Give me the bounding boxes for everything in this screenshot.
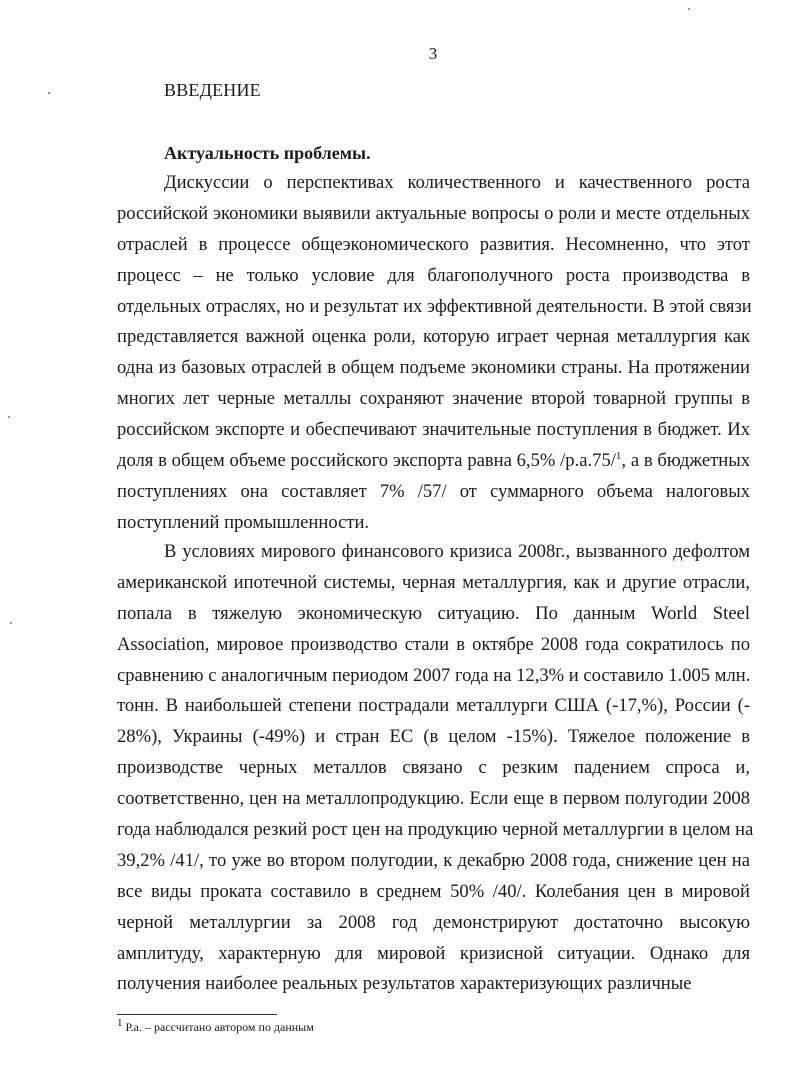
paragraph-2 xyxy=(117,537,754,1000)
text-line: В условиях мирового финансового кризиса 2008г., вызванного дефолтом xyxy=(164,541,750,562)
text-line: многих лет черные металлы сохраняют значение второй товарной группы в xyxy=(117,388,750,410)
scan-speck xyxy=(10,622,12,624)
text-line: производстве черных металлов связано с резким падением спроса и, xyxy=(117,757,750,779)
text-line: попала в тяжелую экономическую ситуацию. По данным World Steel xyxy=(117,602,750,624)
text-line: поступлений промышленности. xyxy=(117,511,370,533)
text-segment: , а в бюджетных xyxy=(621,450,750,472)
text-line xyxy=(117,446,750,477)
text-line: процесс – не только условие для благополучного роста производства в xyxy=(117,264,750,286)
text-line: российской экономики выявили актуальные вопросы о роли и месте отдельных xyxy=(117,202,750,224)
text-line: Дискуссии о перспективах количественного и качественного роста xyxy=(164,172,750,193)
text-line: поступлениях она составляет 7% /57/ от суммарного объема налоговых xyxy=(117,480,750,502)
text-line: представляется важной оценка роли, которую играет черная металлургия как xyxy=(117,326,750,348)
footnote-mark: 1 xyxy=(117,1017,123,1029)
text-line: тонн. В наибольшей степени пострадали металлурги США (-17,%), России (- xyxy=(117,695,750,717)
text-line: российском экспорте и обеспечивают значительные поступления в бюджет. Их xyxy=(117,419,750,441)
footnote-divider xyxy=(117,1014,277,1015)
scan-speck xyxy=(48,92,50,94)
text-line: американской ипотечной системы, черная металлургия, как и другие отрасли, xyxy=(117,571,750,593)
page-number: 3 xyxy=(428,44,438,63)
text-line: все виды проката составило в среднем 50% /40/. Колебания цен в мировой xyxy=(117,880,750,902)
text-line: амплитуду, характерную для мировой кризисной ситуации. Однако для xyxy=(117,942,750,964)
text-line: одна из базовых отраслей в общем подъеме экономики страны. На протяжении xyxy=(117,357,750,379)
scan-speck xyxy=(8,416,10,418)
text-line: соответственно, цен на металлопродукцию. Если еще в первом полугодии 2008 xyxy=(117,788,750,810)
scan-speck xyxy=(688,8,690,10)
footnote-text: Р.а. – рассчитано автором по данным xyxy=(122,1020,314,1034)
text-line: отраслей в процессе общеэкономического развития. Несомненно, что этот xyxy=(117,233,750,255)
text-line: Association, мировое производство стали в октябре 2008 года сократилось по xyxy=(117,633,750,655)
text-line: черной металлургии за 2008 год демонстрируют достаточно высокую xyxy=(117,911,750,933)
text-line: отдельных отраслях, но и результат их эффективной деятельности. В этой связи xyxy=(117,295,752,317)
text-line: года наблюдался резкий рост цен на продукцию черной металлургии в целом на xyxy=(117,819,754,841)
text-line: сравнению с аналогичным периодом 2007 года на 12,3% и составило 1.005 млн. xyxy=(117,664,751,686)
paragraph-1 xyxy=(117,168,750,539)
text-line: получения наиболее реальных результатов характеризующих различные xyxy=(117,973,692,995)
text-line: 28%), Украины (-49%) и стран ЕС (в целом -15%). Тяжелое положение в xyxy=(117,726,750,748)
section-heading: ВВЕДЕНИЕ xyxy=(164,80,261,100)
footnote xyxy=(117,1017,314,1035)
subheading: Актуальность проблемы. xyxy=(164,143,371,163)
text-segment: доля в общем объеме российского экспорта равна 6,5% /р.а.75/ xyxy=(117,450,616,472)
text-line: 39,2% /41/, то уже во втором полугодии, к декабрю 2008 года, снижение цен на xyxy=(117,849,750,871)
footnote-reference: 1 xyxy=(615,449,622,462)
